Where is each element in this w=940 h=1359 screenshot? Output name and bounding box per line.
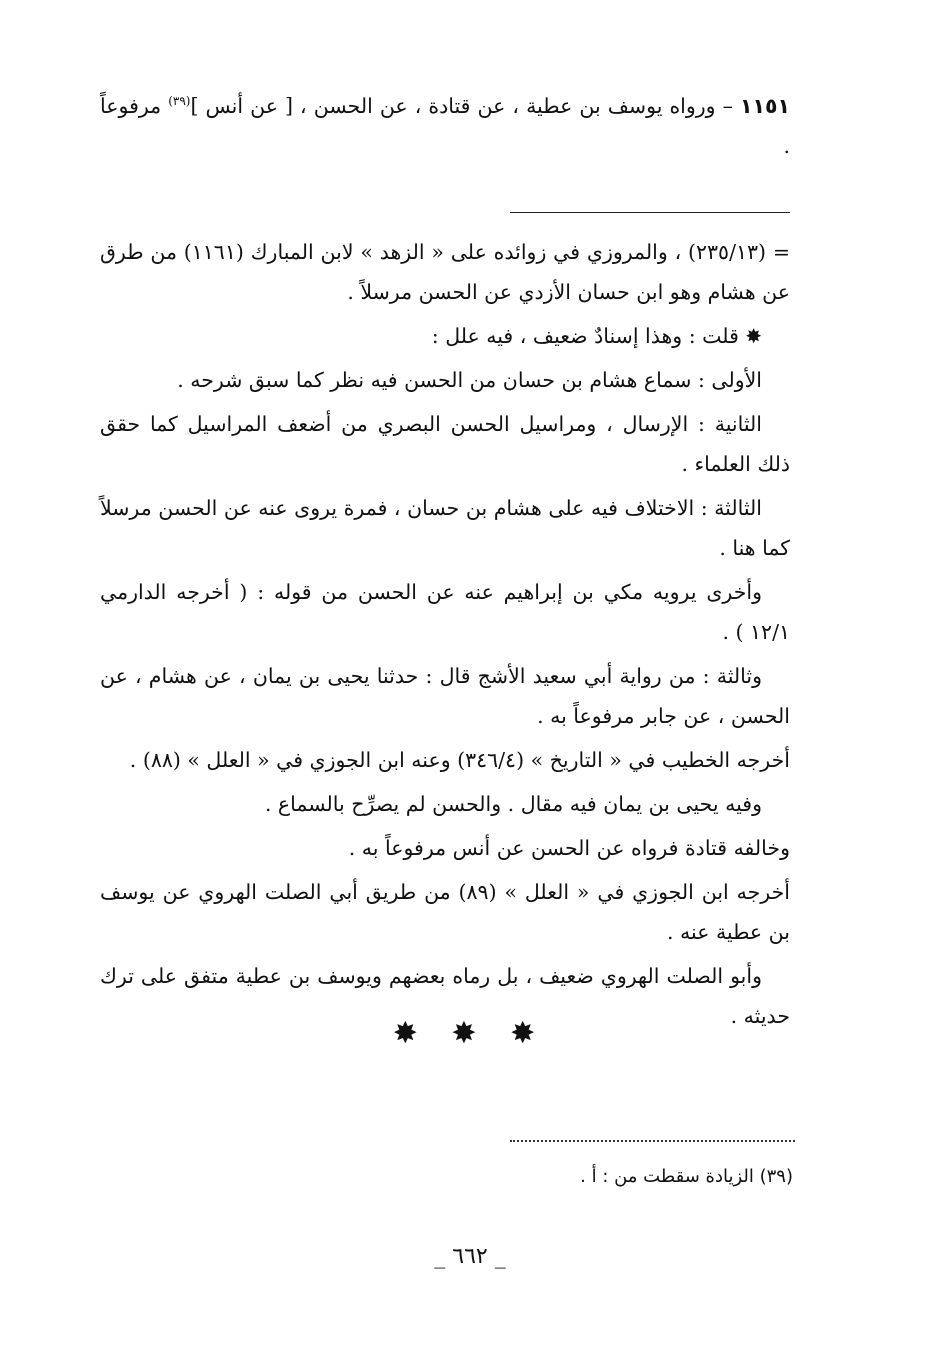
commentary-paragraph: الثانية : الإرسال ، ومراسيل الحسن البصري من أضعف المراسيل كما حقق ذلك العلماء .: [100, 412, 790, 476]
page-number: _ ٦٦٢ _: [434, 1244, 506, 1269]
commentary-paragraph: الأولى : سماع هشام بن حسان من الحسن فيه نظر كما سبق شرحه .: [177, 368, 762, 392]
commentary-section: [100, 232, 790, 1040]
commentary-paragraph: وثالثة : من رواية أبي سعيد الأشج قال : حدثنا يحيى بن يمان ، عن هشام ، عن الحسن ، عن جابر مرفوعاً به .: [100, 664, 790, 728]
commentary-paragraph: وخالفه قتادة فرواه عن الحسن عن أنس مرفوعاً به .: [348, 836, 790, 860]
separator-stars-icon: ✸ ✸ ✸: [392, 1016, 548, 1051]
footnote-divider: [510, 1140, 795, 1142]
hadith-text-end: مرفوعاً .: [100, 94, 790, 158]
commentary-paragraph: الثالثة : الاختلاف فيه على هشام بن حسان ، فمرة يروى عنه عن الحسن مرسلاً كما هنا .: [100, 496, 790, 560]
star-marker-icon: ✸: [738, 324, 762, 348]
commentary-paragraph: وأخرى يرويه مكي بن إبراهيم عنه عن الحسن من قوله : ( أخرجه الدارمي ١٢/١ ) .: [100, 580, 790, 644]
commentary-paragraph: وفيه يحيى بن يمان فيه مقال . والحسن لم يصرِّح بالسماع .: [264, 792, 762, 816]
section-divider: [510, 212, 790, 213]
commentary-paragraph: = (٢٣٥/١٣) ، والمروزي في زوائده على « الزهد » لابن المبارك (١١٦١) من طرق عن هشام وهو ابن حسان الأزدي عن الحسن مرسلاً .: [100, 240, 791, 304]
footnote-reference[interactable]: (٣٩): [168, 94, 191, 109]
commentary-paragraph: وأبو الصلت الهروي ضعيف ، بل رماه بعضهم ويوسف بن عطية متفق على ترك حديثه .: [100, 964, 790, 1028]
hadith-entry: [100, 86, 790, 166]
commentary-paragraph: أخرجه الخطيب في « التاريخ » (٣٤٦/٤) وعنه ابن الجوزي في « العلل » (٨٨) .: [129, 748, 790, 772]
footnote: (٣٩) الزيادة سقطت من : أ .: [580, 1166, 793, 1187]
commentary-paragraph: أخرجه ابن الجوزي في « العلل » (٨٩) من طريق أبي الصلت الهروي عن يوسف بن عطية عنه .: [100, 880, 790, 944]
commentary-paragraph: ✸ قلت : وهذا إسنادٌ ضعيف ، فيه علل :: [431, 324, 762, 348]
hadith-number: ١١٥١: [739, 94, 790, 118]
hadith-text: – ورواه يوسف بن عطية ، عن قتادة ، عن الحسن ، [ عن أنس ]: [190, 94, 740, 118]
